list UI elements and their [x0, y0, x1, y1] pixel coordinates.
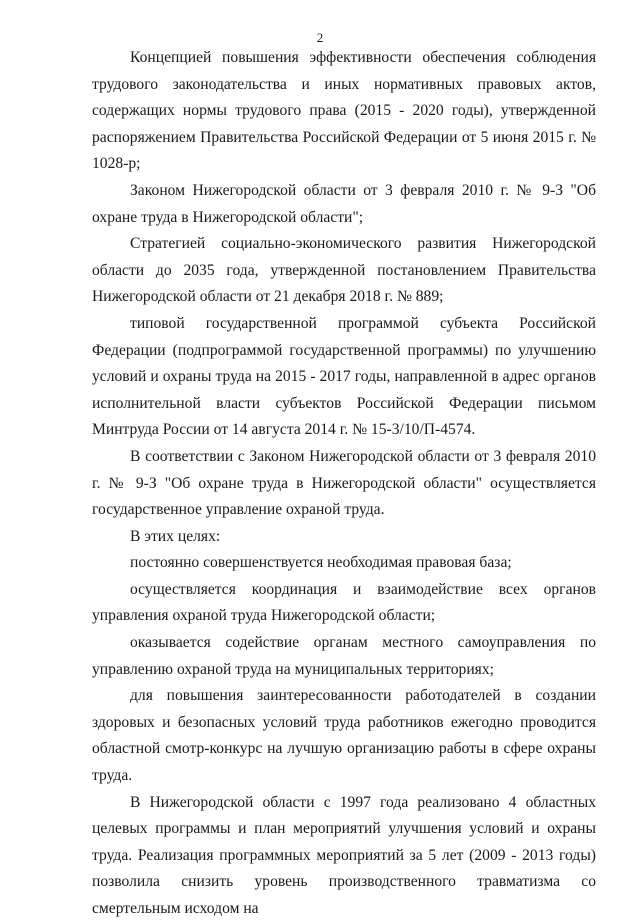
paragraph: оказывается содействие органам местного самоуправления по управлению охраной труда на муниципальных территориях;	[92, 634, 596, 678]
paragraph: В этих целях:	[130, 527, 221, 545]
paragraph: постоянно совершенствуется необходимая правовая база;	[130, 554, 512, 572]
page-number: 2	[316, 30, 324, 45]
paragraph: типовой государственной программой субъекта Российской Федерации (подпрограммой государственной программы) по улучшению условий и охраны труда на 2015 - 2017 годы, направленной в адрес органов исполнительной власти субъектов Российской Федерации письмом Минтруда России от 14 августа 2014 г. № 15-3/10/П-4574.	[92, 314, 596, 439]
paragraph: для повышения заинтересованности работодателей в создании здоровых и безопасных условий труда работников ежегодно проводится областной смотр-конкурс на лучшую организацию работы в сфере охраны труда.	[92, 687, 596, 785]
paragraph: осуществляется координация и взаимодействие всех органов управления охраной труда Нижегородской области;	[92, 580, 596, 625]
paragraph: В Нижегородской области с 1997 года реализовано 4 областных целевых программы и план мероприятий улучшения условий и охраны труда. Реализация программных мероприятий за 5 лет (2009 - 2013 годы) позволила снизить уровень производственного травматизма со смертельным исходом на	[92, 793, 596, 917]
paragraph: В соответствии с Законом Нижегородской области от 3 февраля 2010 г. № 9-З "Об охране труда в Нижегородской области" осуществляется государственное управление охраной труда.	[92, 447, 596, 519]
body-text	[92, 45, 596, 923]
paragraph: Законом Нижегородской области от 3 февраля 2010 г. № 9-З "Об охране труда в Нижегородской области";	[92, 181, 596, 226]
paragraph: Концепцией повышения эффективности обеспечения соблюдения трудового законодательства и иных нормативных правовых актов, содержащих нормы трудового права (2015 - 2020 годы), утвержденной распоряжением Правительства Российской Федерации от 5 июня 2015 г. № 1028-р;	[92, 49, 596, 173]
paragraph: Стратегией социально-экономического развития Нижегородской области до 2035 года, утвержденной постановлением Правительства Нижегородской области от 21 декабря 2018 г. № 889;	[92, 235, 596, 306]
